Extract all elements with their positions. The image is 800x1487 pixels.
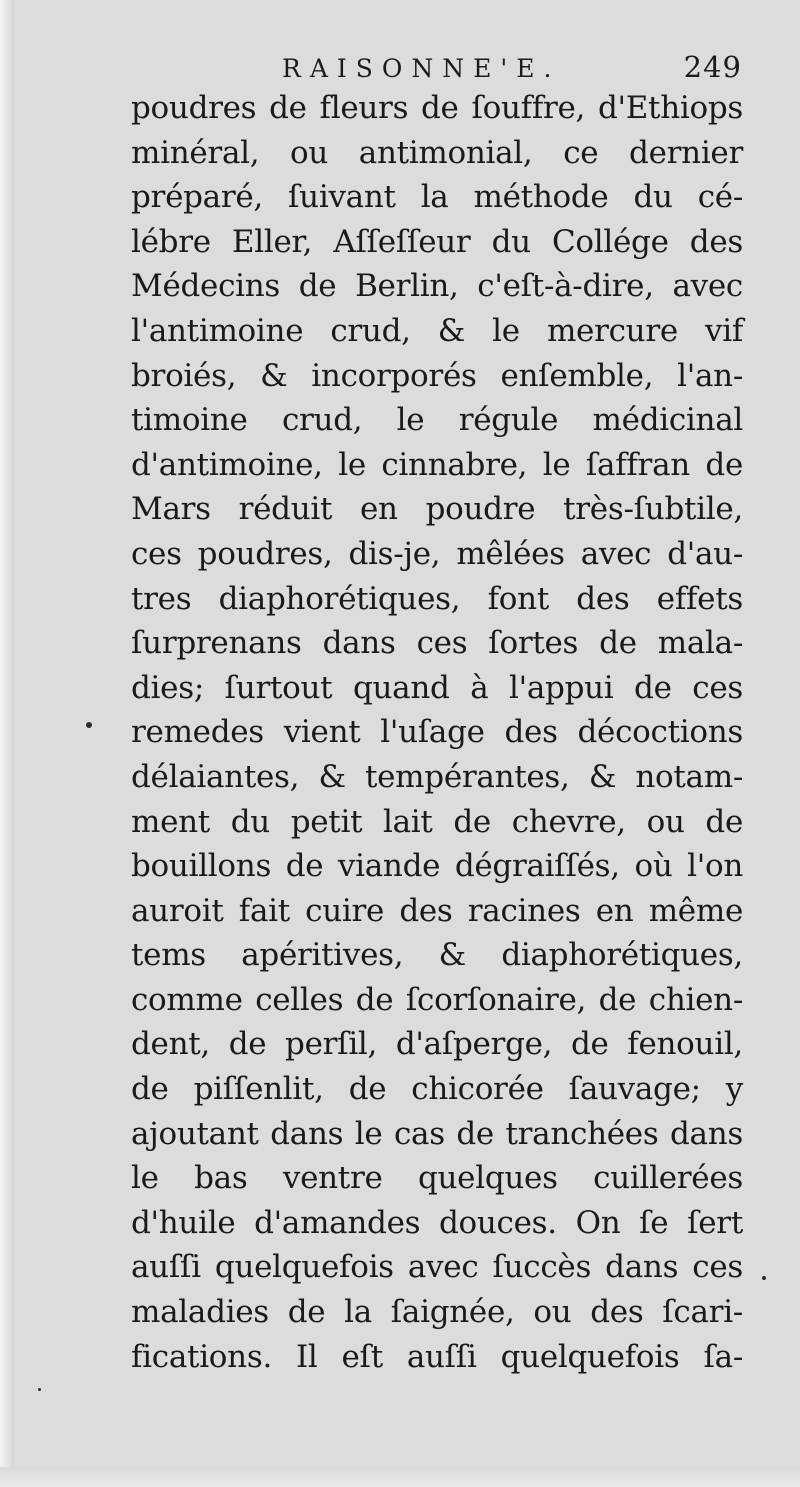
- ink-speck: [38, 1388, 41, 1391]
- text-line: maladies de la ſaignée, ou des ſcari-: [131, 1294, 743, 1331]
- text-line: poudres de fleurs de ſouffre, d'Ethiops: [131, 90, 743, 126]
- text-line: tres diaphorétiques, font des effets: [131, 580, 743, 617]
- body-text: [131, 86, 743, 1379]
- text-line: minéral, ou antimonial, ce dernier: [131, 134, 743, 171]
- page-gutter-shadow: [0, 0, 14, 1487]
- text-line: auroit fait cuire des racines en même: [131, 892, 743, 929]
- text-line: broiés, & incorporés enſemble, l'an-: [131, 357, 743, 394]
- text-line: d'huile d'amandes douces. On ſe ſert: [131, 1204, 743, 1241]
- text-line: bouillons de viande dégraiſſés, où l'on: [131, 848, 743, 885]
- text-line: auſſi quelquefois avec ſuccès dans ces: [131, 1249, 743, 1286]
- text-line: de piſſenlit, de chicorée ſauvage; y: [131, 1071, 743, 1108]
- page-header: [130, 50, 770, 90]
- text-line: ſurprenans dans ces ſortes de mala-: [131, 625, 743, 662]
- text-line: préparé, ſuivant la méthode du cé-: [131, 179, 743, 216]
- text-line: dies; ſurtout quand à l'appui de ces: [131, 669, 743, 706]
- ink-speck: [86, 722, 92, 728]
- text-line: fications. Il eſt auſſi quelquefois ſa-: [131, 1338, 743, 1375]
- text-line: comme celles de ſcorſonaire, de chien-: [131, 981, 743, 1018]
- page-bottom-edge: [0, 1467, 800, 1487]
- text-line: ment du petit lait de chevre, ou de: [131, 803, 743, 840]
- text-line: ajoutant dans le cas de tranchées dans: [131, 1115, 743, 1152]
- text-line: délaiantes, & tempérantes, & notam-: [131, 758, 743, 795]
- text-line: dent, de perſil, d'aſperge, de fenouil,: [131, 1026, 743, 1063]
- ink-speck: [762, 1276, 766, 1280]
- text-line: tems apéritives, & diaphorétiques,: [131, 937, 743, 974]
- text-line: le bas ventre quelques cuillerées: [131, 1160, 743, 1197]
- text-line: lébre Eller, Aſſeſſeur du Collége des: [131, 223, 743, 260]
- page-number: 249: [683, 50, 742, 84]
- running-head: RAISONNE'E.: [282, 54, 561, 83]
- text-line: remedes vient l'uſage des décoctions: [131, 714, 743, 751]
- text-line: ces poudres, dis-je, mêlées avec d'au-: [131, 535, 743, 572]
- text-line: Mars réduit en poudre très-ſubtile,: [131, 491, 743, 528]
- text-line: d'antimoine, le cinnabre, le ſaffran de: [131, 446, 743, 483]
- text-line: timoine crud, le régule médicinal: [131, 402, 743, 439]
- text-line: Médecins de Berlin, c'eſt-à-dire, avec: [131, 268, 743, 305]
- text-line: l'antimoine crud, & le mercure vif: [131, 312, 743, 349]
